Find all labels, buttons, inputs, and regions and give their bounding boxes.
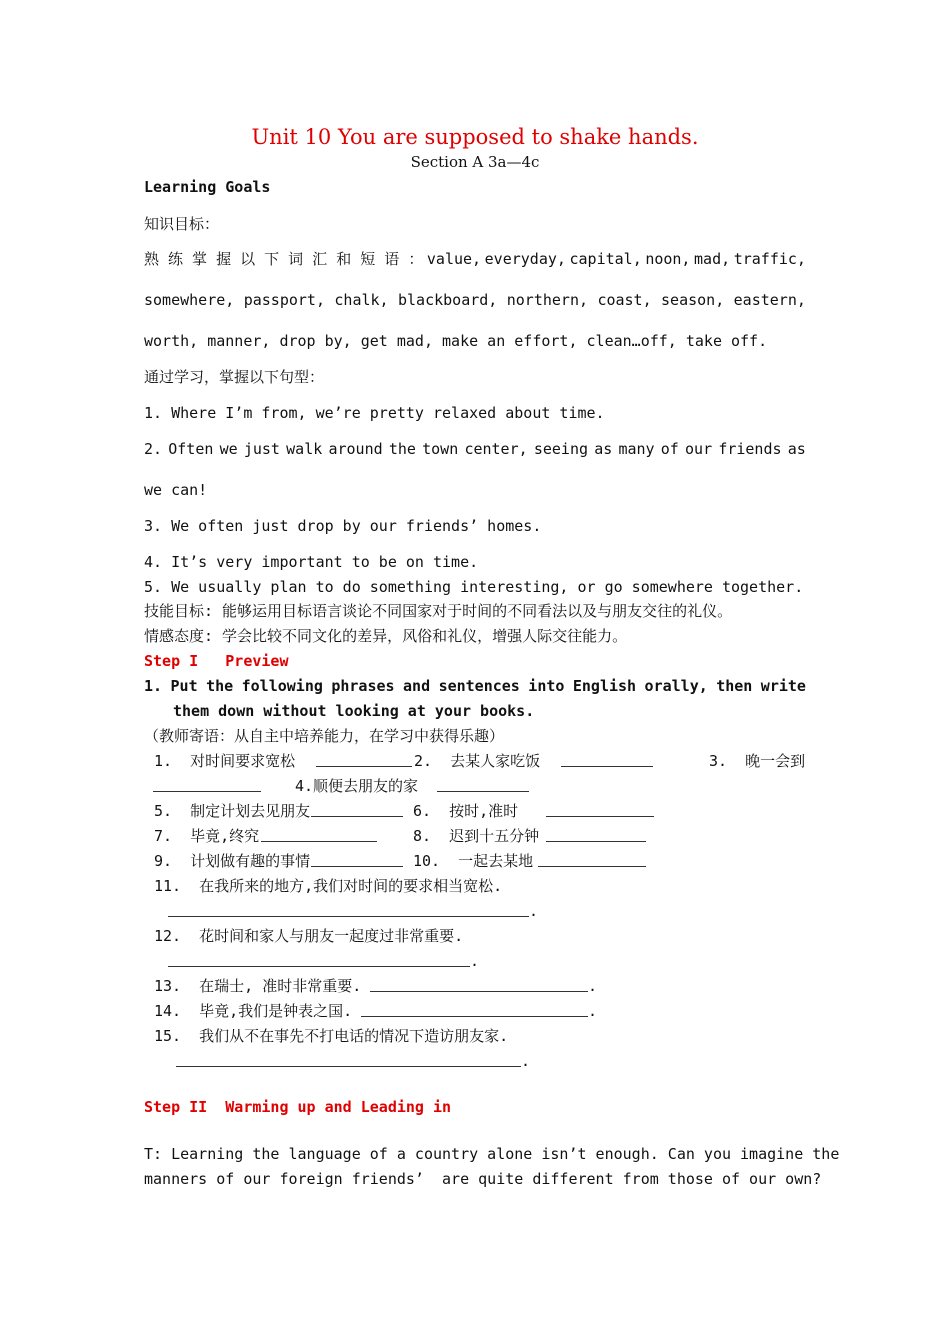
exercise-item-5: 5. 制定计划去见朋友 (154, 802, 311, 820)
exercise-item-3: 3. 晚一会到 (709, 752, 806, 770)
answer-blank-11[interactable] (168, 901, 529, 917)
word: Put (170, 677, 198, 695)
answer-blank-6[interactable] (546, 801, 654, 817)
sentence-4: 4. It’s very important to be on time. (144, 553, 479, 571)
word: of (660, 440, 679, 458)
vocab-prefix: 熟 练 掌 握 以 下 词 汇 和 短 语 ： (144, 250, 424, 268)
attitude-goal: 情感态度: 学会比较不同文化的差异，风俗和礼仪，增强人际交往能力。 (144, 627, 628, 645)
word: 2. (144, 440, 163, 458)
answer-blank-15[interactable] (176, 1051, 521, 1067)
word: sentences (438, 677, 520, 695)
word: center, (464, 440, 528, 458)
word: write (760, 677, 806, 695)
word: and (403, 677, 431, 695)
vocab-word: eastern, (733, 291, 806, 309)
exercise-item-1: 1. 对时间要求宽松 (154, 752, 296, 770)
word: Often (168, 440, 214, 458)
word: 1. (144, 677, 163, 695)
exercise-item-10: 10. 一起去某地 (413, 852, 534, 870)
word: as (594, 440, 613, 458)
sentence-1: 1. Where I’m from, we’re pretty relaxed about time. (144, 404, 605, 422)
answer-blank-8[interactable] (546, 826, 646, 842)
exercise-item-13: 13. 在瑞士, 准时非常重要. (154, 977, 362, 995)
word: town (422, 440, 459, 458)
vocab-word: value, (426, 250, 482, 268)
word: the (206, 677, 234, 695)
vocab-word: somewhere, (144, 291, 235, 309)
vocab-word: capital, (569, 250, 642, 268)
learning-goals-heading: Learning Goals (144, 178, 271, 196)
step1-instruction-line-2: them down without looking at your books. (173, 702, 535, 720)
exercise-item-12: 12. 花时间和家人与朋友一起度过非常重要. (154, 927, 464, 945)
period: . (529, 902, 539, 920)
vocab-word: traffic, (733, 250, 806, 268)
word: phrases (331, 677, 395, 695)
section-subtitle: Section A 3a—4c (410, 153, 540, 171)
word: English (572, 677, 637, 695)
exercise-item-9: 9. 计划做有趣的事情 (154, 852, 311, 870)
vocab-line-2 (144, 290, 806, 310)
word: then (716, 677, 753, 695)
exercise-item-7: 7. 毕竟,终究 (154, 827, 260, 845)
answer-blank-7[interactable] (261, 826, 377, 842)
answer-blank-10[interactable] (538, 851, 646, 867)
vocab-line-1 (144, 249, 806, 269)
word: walk (286, 440, 323, 458)
period: . (588, 977, 598, 995)
teacher-line-1: T: Learning the language of a country alone isn’t enough. Can you imagine the (144, 1145, 840, 1163)
answer-blank-12[interactable] (168, 951, 470, 967)
answer-blank-13[interactable] (370, 976, 588, 992)
word: many (618, 440, 655, 458)
word: following (241, 677, 323, 695)
answer-blank-9[interactable] (311, 851, 403, 867)
answer-blank-1[interactable] (316, 751, 412, 767)
vocab-word: northern, (506, 291, 589, 309)
word: into (528, 677, 565, 695)
exercise-item-15: 15. 我们从不在事先不打电话的情况下造访朋友家. (154, 1027, 509, 1045)
exercise-item-4: 4.顺便去朋友的家 (295, 777, 419, 795)
word: seeing (533, 440, 589, 458)
vocab-word: blackboard, (398, 291, 498, 309)
skill-goal: 技能目标: 能够运用目标语言谈论不同国家对于时间的不同看法以及与朋友交往的礼仪。 (144, 602, 733, 620)
word: just (243, 440, 280, 458)
step1-heading: Step I Preview (144, 652, 289, 670)
exercise-item-2: 2. 去某人家吃饭 (414, 752, 541, 770)
period: . (521, 1052, 531, 1070)
period: . (588, 1002, 598, 1020)
period: . (470, 952, 480, 970)
vocab-word: passport, (243, 291, 325, 309)
answer-blank-5[interactable] (311, 801, 403, 817)
exercise-item-8: 8. 迟到十五分钟 (413, 827, 540, 845)
knowledge-goal-label: 知识目标： (144, 215, 220, 233)
word: as (787, 440, 806, 458)
step2-heading: Step II Warming up and Leading in (144, 1098, 452, 1116)
sentence-3: 3. We often just drop by our friends’ homes. (144, 517, 542, 535)
vocab-word: mad, (694, 250, 731, 268)
vocab-word: season, (661, 291, 725, 309)
word: friends (718, 440, 782, 458)
sentence-5: 5. We usually plan to do something interesting, or go somewhere together. (144, 578, 804, 596)
step1-instruction-line-1 (144, 676, 806, 696)
sentence-2-line-1 (144, 439, 806, 459)
page-title: Unit 10 You are supposed to shake hands. (251, 125, 699, 149)
vocab-word: chalk, (334, 291, 389, 309)
vocab-word: noon, (645, 250, 691, 268)
vocab-word: coast, (597, 291, 652, 309)
sentence-2-line-2: we can! (144, 481, 208, 499)
answer-blank-2[interactable] (561, 751, 653, 767)
word: the (388, 440, 416, 458)
vocab-line-3: worth, manner, drop by, get mad, make an effort, clean…off, take off. (144, 332, 768, 350)
exercise-item-6: 6. 按时,准时 (413, 802, 519, 820)
word: around (328, 440, 383, 458)
word: our (685, 440, 713, 458)
teacher-note: （教师寄语：从自主中培养能力，在学习中获得乐趣） (144, 727, 505, 745)
answer-blank-14[interactable] (361, 1001, 588, 1017)
exercise-item-14: 14. 毕竟,我们是钟表之国. (154, 1002, 353, 1020)
answer-blank-3[interactable] (153, 776, 261, 792)
vocab-word: everyday, (484, 250, 566, 268)
sentence-intro: 通过学习，掌握以下句型： (144, 368, 325, 386)
exercise-item-11: 11. 在我所来的地方,我们对时间的要求相当宽松. (154, 877, 503, 895)
word: we (219, 440, 238, 458)
answer-blank-4[interactable] (437, 776, 529, 792)
teacher-line-2: manners of our foreign friends’ are quite different from those of our own? (144, 1170, 822, 1188)
word: orally, (644, 677, 708, 695)
